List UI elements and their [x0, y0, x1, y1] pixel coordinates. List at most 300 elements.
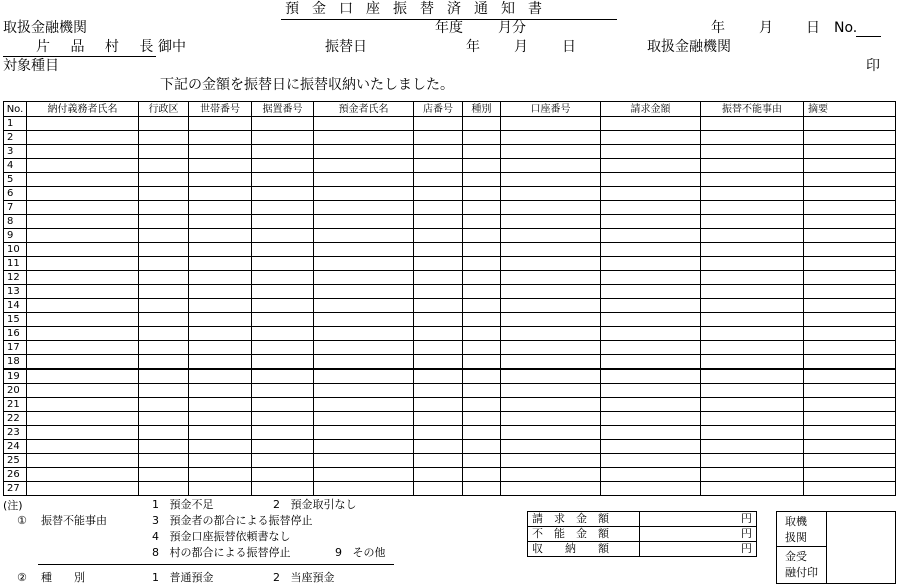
row-number: 18 — [4, 355, 27, 370]
table-cell — [804, 257, 896, 271]
table-cell — [139, 243, 189, 257]
row-number: 24 — [4, 440, 27, 454]
table-cell — [189, 454, 252, 468]
table-row — [4, 145, 896, 159]
table-cell — [27, 440, 139, 454]
table-cell — [314, 454, 414, 468]
table-cell — [252, 229, 314, 243]
table-cell — [414, 482, 463, 496]
table-cell — [501, 159, 601, 173]
table-cell — [252, 159, 314, 173]
table-cell — [414, 145, 463, 159]
table-cell — [601, 327, 701, 341]
col-header-household: 世帯番号 — [189, 102, 252, 117]
table-cell — [701, 426, 804, 440]
table-cell — [804, 187, 896, 201]
table-cell — [139, 468, 189, 482]
table-cell — [139, 384, 189, 398]
table-cell — [601, 159, 701, 173]
table-cell — [463, 412, 501, 426]
table-cell — [252, 440, 314, 454]
row-number: 27 — [4, 482, 27, 496]
reason-2 — [273, 499, 357, 510]
table-cell — [463, 229, 501, 243]
col-header-no: No. — [4, 102, 27, 117]
table-cell — [252, 313, 314, 327]
table-cell — [463, 482, 501, 496]
table-cell — [804, 285, 896, 299]
table-cell — [414, 257, 463, 271]
row-number: 3 — [4, 145, 27, 159]
table-cell — [314, 145, 414, 159]
table-cell — [701, 398, 804, 412]
table-cell — [27, 482, 139, 496]
table-cell — [314, 341, 414, 355]
table-cell — [701, 229, 804, 243]
transfer-year-label: 年 — [466, 39, 480, 55]
table-cell — [414, 299, 463, 313]
table-cell — [139, 299, 189, 313]
table-cell — [314, 173, 414, 187]
table-cell — [601, 426, 701, 440]
table-cell — [501, 327, 601, 341]
table-cell — [139, 454, 189, 468]
table-cell — [414, 341, 463, 355]
table-cell — [463, 341, 501, 355]
table-cell — [463, 159, 501, 173]
table-cell — [314, 201, 414, 215]
table-cell — [139, 369, 189, 384]
table-cell — [501, 384, 601, 398]
table-row — [4, 201, 896, 215]
table-cell — [139, 313, 189, 327]
row-number: 19 — [4, 369, 27, 384]
table-cell — [414, 229, 463, 243]
table-cell — [189, 341, 252, 355]
table-cell — [601, 398, 701, 412]
table-cell — [601, 299, 701, 313]
table-cell — [314, 468, 414, 482]
col-header-deferred: 据置番号 — [252, 102, 314, 117]
table-cell — [252, 384, 314, 398]
table-cell — [252, 341, 314, 355]
table-cell — [501, 482, 601, 496]
stamp-box-divider-h — [776, 546, 826, 547]
table-cell — [27, 468, 139, 482]
table-cell — [252, 215, 314, 229]
table-cell — [804, 145, 896, 159]
table-cell — [252, 131, 314, 145]
table-cell — [139, 271, 189, 285]
table-cell — [601, 173, 701, 187]
table-cell — [314, 482, 414, 496]
row-number: 22 — [4, 412, 27, 426]
type-code: 2 — [273, 571, 280, 584]
table-cell — [314, 159, 414, 173]
table-cell — [701, 468, 804, 482]
table-row — [4, 271, 896, 285]
table-cell — [701, 243, 804, 257]
table-cell — [501, 117, 601, 131]
table-cell — [189, 285, 252, 299]
table-cell — [501, 454, 601, 468]
row-number: 15 — [4, 313, 27, 327]
table-cell — [501, 341, 601, 355]
table-cell — [139, 257, 189, 271]
table-cell — [601, 341, 701, 355]
table-cell — [701, 159, 804, 173]
table-cell — [27, 145, 139, 159]
table-row — [4, 341, 896, 355]
table-cell — [701, 201, 804, 215]
table-row — [4, 299, 896, 313]
table-cell — [189, 201, 252, 215]
table-cell — [189, 187, 252, 201]
table-cell — [252, 145, 314, 159]
table-cell — [501, 187, 601, 201]
table-cell — [27, 229, 139, 243]
table-cell — [252, 173, 314, 187]
table-cell — [189, 313, 252, 327]
table-row — [4, 229, 896, 243]
target-type-label: 対象種目 — [3, 58, 59, 74]
table-cell — [27, 257, 139, 271]
table-cell — [414, 468, 463, 482]
table-cell — [804, 299, 896, 313]
table-cell — [414, 117, 463, 131]
table-cell — [601, 257, 701, 271]
table-cell — [139, 131, 189, 145]
table-cell — [804, 355, 896, 370]
transfer-date-label: 振替日 — [325, 39, 367, 55]
table-cell — [189, 355, 252, 370]
table-cell — [804, 369, 896, 384]
table-cell — [804, 482, 896, 496]
row-number: 9 — [4, 229, 27, 243]
table-cell — [701, 412, 804, 426]
type-text: 当座預金 — [290, 571, 335, 584]
reason-code: 8 — [152, 546, 159, 559]
table-cell — [414, 173, 463, 187]
number-underline — [856, 36, 881, 37]
table-cell — [463, 384, 501, 398]
table-cell — [701, 117, 804, 131]
row-number: 17 — [4, 341, 27, 355]
table-cell — [501, 145, 601, 159]
table-cell — [501, 131, 601, 145]
table-cell — [463, 187, 501, 201]
col-header-remarks: 摘要 — [804, 102, 896, 117]
summary-label: 請 求 金 額 — [528, 512, 640, 527]
stamp-label-3: 金受 — [785, 550, 807, 563]
table-cell — [501, 271, 601, 285]
reason-code: 9 — [335, 546, 342, 559]
table-cell — [414, 327, 463, 341]
row-number: 2 — [4, 131, 27, 145]
stamp-label-4: 融付印 — [785, 566, 818, 579]
table-cell — [314, 285, 414, 299]
table-row — [4, 369, 896, 384]
table-cell — [463, 131, 501, 145]
table-row — [4, 355, 896, 370]
reason-4 — [152, 531, 291, 542]
table-cell — [189, 412, 252, 426]
table-cell — [701, 131, 804, 145]
table-cell — [27, 369, 139, 384]
table-cell — [501, 299, 601, 313]
table-cell — [27, 426, 139, 440]
row-number: 16 — [4, 327, 27, 341]
stamp-label-1: 取機 — [785, 515, 807, 528]
table-cell — [414, 271, 463, 285]
table-cell — [27, 201, 139, 215]
table-cell — [501, 412, 601, 426]
table-cell — [314, 426, 414, 440]
table-cell — [501, 201, 601, 215]
table-cell — [252, 398, 314, 412]
table-cell — [139, 285, 189, 299]
table-cell — [463, 355, 501, 370]
item1-num: ① — [17, 514, 27, 527]
table-cell — [501, 355, 601, 370]
table-cell — [601, 412, 701, 426]
table-cell — [139, 173, 189, 187]
table-row — [4, 313, 896, 327]
reason-3 — [152, 515, 313, 526]
table-cell — [601, 454, 701, 468]
table-cell — [139, 426, 189, 440]
table-cell — [501, 440, 601, 454]
table-cell — [252, 355, 314, 370]
table-cell — [27, 327, 139, 341]
table-cell — [414, 384, 463, 398]
table-cell — [463, 257, 501, 271]
reason-code: 2 — [273, 498, 280, 511]
table-cell — [414, 285, 463, 299]
table-cell — [701, 313, 804, 327]
table-cell — [252, 117, 314, 131]
table-cell — [463, 426, 501, 440]
table-cell — [314, 327, 414, 341]
table-cell — [189, 229, 252, 243]
type-text: 普通預金 — [169, 571, 214, 584]
table-cell — [314, 187, 414, 201]
table-cell — [314, 257, 414, 271]
table-cell — [27, 159, 139, 173]
reason-8 — [152, 547, 291, 558]
reason-text: その他 — [352, 546, 386, 559]
bank-label: 取扱金融機関 — [3, 20, 87, 36]
table-cell — [314, 440, 414, 454]
table-cell — [139, 229, 189, 243]
bank-label-2: 取扱金融機関 — [647, 39, 731, 55]
table-cell — [701, 355, 804, 370]
table-cell — [501, 243, 601, 257]
table-cell — [189, 468, 252, 482]
recipient-suffix: 御中 — [158, 39, 186, 55]
reason-1 — [152, 499, 214, 510]
table-cell — [601, 243, 701, 257]
stamp-label-2: 扱関 — [785, 531, 807, 544]
table-cell — [27, 398, 139, 412]
table-cell — [463, 243, 501, 257]
type-2 — [273, 572, 335, 583]
table-row — [4, 131, 896, 145]
row-number: 14 — [4, 299, 27, 313]
table-cell — [463, 117, 501, 131]
summary-unit: 円 — [639, 512, 756, 527]
stamp-box-divider-v — [826, 511, 827, 583]
table-cell — [139, 482, 189, 496]
reason-9 — [335, 547, 386, 558]
table-cell — [414, 313, 463, 327]
table-cell — [804, 313, 896, 327]
table-cell — [701, 454, 804, 468]
table-cell — [189, 271, 252, 285]
table-cell — [27, 131, 139, 145]
table-cell — [463, 299, 501, 313]
table-row — [4, 327, 896, 341]
table-cell — [139, 215, 189, 229]
table-cell — [27, 384, 139, 398]
table-cell — [189, 384, 252, 398]
table-cell — [501, 173, 601, 187]
table-cell — [601, 271, 701, 285]
table-cell — [463, 285, 501, 299]
table-cell — [27, 215, 139, 229]
col-header-account: 口座番号 — [501, 102, 601, 117]
table-cell — [601, 313, 701, 327]
table-row — [4, 412, 896, 426]
row-number: 20 — [4, 384, 27, 398]
table-cell — [501, 398, 601, 412]
table-cell — [189, 440, 252, 454]
table-cell — [804, 271, 896, 285]
row-number: 25 — [4, 454, 27, 468]
transfer-day-label: 日 — [562, 39, 576, 55]
table-cell — [804, 117, 896, 131]
table-cell — [414, 440, 463, 454]
table-cell — [314, 229, 414, 243]
table-cell — [804, 327, 896, 341]
table-cell — [139, 201, 189, 215]
table-cell — [314, 384, 414, 398]
table-cell — [189, 299, 252, 313]
item2-num: ② — [17, 571, 27, 584]
row-number: 7 — [4, 201, 27, 215]
table-row — [4, 468, 896, 482]
table-cell — [252, 327, 314, 341]
reason-code: 1 — [152, 498, 159, 511]
table-cell — [139, 341, 189, 355]
table-cell — [189, 257, 252, 271]
table-cell — [414, 369, 463, 384]
type-code: 1 — [152, 571, 159, 584]
table-cell — [501, 229, 601, 243]
item2-label: 種 別 — [41, 571, 85, 584]
table-cell — [139, 145, 189, 159]
document-title: 預金口座振替済通知書 — [285, 1, 555, 17]
table-cell — [463, 201, 501, 215]
table-cell — [501, 468, 601, 482]
table-header-row — [4, 102, 896, 117]
table-cell — [189, 327, 252, 341]
table-cell — [701, 215, 804, 229]
notice-text: 下記の金額を振替日に振替収納いたしました。 — [160, 77, 454, 93]
table-cell — [601, 468, 701, 482]
table-cell — [804, 384, 896, 398]
row-number: 26 — [4, 468, 27, 482]
table-cell — [601, 369, 701, 384]
table-cell — [701, 173, 804, 187]
reason-text: 預金者の都合による振替停止 — [169, 514, 313, 527]
table-cell — [463, 454, 501, 468]
table-cell — [252, 187, 314, 201]
row-number: 4 — [4, 159, 27, 173]
note-label: (注) — [3, 499, 23, 512]
table-cell — [139, 159, 189, 173]
col-header-branch: 店番号 — [414, 102, 463, 117]
table-cell — [414, 412, 463, 426]
seal-mark: 印 — [866, 58, 880, 74]
notes-divider — [38, 564, 394, 565]
table-cell — [189, 243, 252, 257]
table-row — [4, 426, 896, 440]
table-cell — [252, 482, 314, 496]
table-cell — [601, 117, 701, 131]
reason-text: 預金口座振替依頼書なし — [169, 530, 291, 543]
col-header-depositor: 預金者氏名 — [314, 102, 414, 117]
table-cell — [314, 412, 414, 426]
table-cell — [601, 201, 701, 215]
table-cell — [804, 173, 896, 187]
table-cell — [189, 369, 252, 384]
summary-row-collected — [528, 542, 757, 557]
table-cell — [27, 299, 139, 313]
table-cell — [414, 243, 463, 257]
table-cell — [189, 159, 252, 173]
table-row — [4, 440, 896, 454]
table-cell — [414, 131, 463, 145]
table-cell — [804, 454, 896, 468]
table-cell — [314, 271, 414, 285]
table-cell — [27, 412, 139, 426]
table-cell — [804, 468, 896, 482]
table-cell — [701, 341, 804, 355]
table-cell — [601, 285, 701, 299]
table-cell — [501, 215, 601, 229]
table-cell — [804, 201, 896, 215]
table-cell — [804, 215, 896, 229]
table-cell — [139, 412, 189, 426]
table-cell — [463, 398, 501, 412]
summary-row-failed — [528, 527, 757, 542]
table-cell — [189, 426, 252, 440]
table-cell — [189, 117, 252, 131]
table-cell — [601, 482, 701, 496]
row-number: 8 — [4, 215, 27, 229]
table-cell — [463, 173, 501, 187]
table-cell — [701, 271, 804, 285]
transfer-table — [3, 101, 895, 493]
col-header-amount: 請求金額 — [601, 102, 701, 117]
col-header-payer: 納付義務者氏名 — [27, 102, 139, 117]
table-cell — [701, 384, 804, 398]
date-day-label: 日 — [806, 20, 820, 36]
table-cell — [314, 369, 414, 384]
table-cell — [463, 468, 501, 482]
table-cell — [139, 355, 189, 370]
